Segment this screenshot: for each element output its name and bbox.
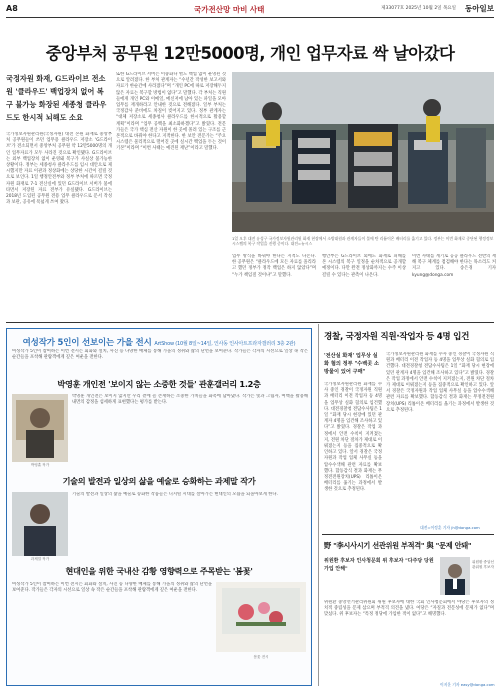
column-divider xyxy=(318,324,319,686)
artist-2-photo-image xyxy=(12,492,68,556)
masthead: 동아일보 xyxy=(465,4,494,13)
section-divider xyxy=(6,322,494,323)
exhibition-title-text: 여성작가 5인이 선보이는 가을 전시 xyxy=(22,338,152,348)
exhibition-3-caption: 봄꽃 전시 xyxy=(253,655,269,659)
page-header xyxy=(6,4,494,18)
police-article-byline: 대전=이정훈 기자 jh@donga.com xyxy=(420,525,480,530)
exhibition-article-3-text: 여성작가 5인이 참여하는 이번 전시는 회화와 설치, 사진 등 다양한 매체를 통해 가을의 정취와 삶의 단면을 보여준다. 작가들은 각자의 시선으로 일상 속 작은 순간들을 포착해 관람객에게 깊은 여운을 전한다. xyxy=(12,582,212,594)
exhibition-intro-text: 여성작가 5인이 참여하는 이번 전시는 회화와 설치, 사진 등 다양한 매체를 통해 가을의 정취와 삶의 단면을 보여준다. 작가들은 각자의 시선으로 일상 속 작은 순간들을 포착해 관람객에게 깊은 여운을 전한다. xyxy=(12,349,308,361)
nominee-portrait-image xyxy=(440,557,470,595)
hearing-article-subhead: 위원환 후보자 인사청문회 위 후보자 "다주당 당원 가입 안해" xyxy=(324,558,434,572)
right-section-divider xyxy=(322,534,494,535)
exhibition-title-small: ArtShow (10월 8일~14일, 인사동 인사아트프라자갤러리 3층 2관) xyxy=(154,341,296,347)
exhibition-3-photo-image xyxy=(216,582,306,652)
exhibition-article-3-headline: 현대인을 위한 국내산 감황 영향력으로 주목받는 '봄꽃' xyxy=(65,566,253,576)
artist-2-photo xyxy=(12,492,68,556)
artist-2-caption: 과제말 작가 xyxy=(30,557,50,561)
nominee-caption: 위원환 중앙선관위원 후보자 xyxy=(472,560,494,569)
artist-1-caption: 박영훈 작가 xyxy=(30,463,50,467)
exhibition-article-1-headline: 박영훈 개인전 '보이지 않는 소중한 것들' 관훈갤러리 1.2층 xyxy=(57,379,261,389)
article-text-col-d: 행안부는 G드라이브 외에도 화재로 피해를 본 시스템의 복구 일정을 순차적으로 공개할 예정이다. 다만 완전 정상화까지는 수주 이상 걸릴 수 있다는 관측이 나온다. xyxy=(322,254,406,278)
main-subhead: 국정자원 화재, G드라이브 전소 원 '클라우드' 백업장치 없어 복구 불가능 화장된 세종청 클라우드도 한시적 뇌해도 소요 xyxy=(6,74,107,122)
page-number: A8 xyxy=(6,4,18,13)
hearing-article-text: 위원환 중앙선거관리위원회 위원 후보자에 대한 국회 인사청문회에서 야당은 후보자의 정치적 중립성을 문제 삼으며 부적격 의견을 냈다. 여당은 “자질과 전문성에 문제가 없다”며 맞섰다. 위 후보자는 “특정 정당에 가입한 적이 없다”고 해명했다. xyxy=(324,600,494,618)
police-article-text: 국가정보자원관리원 화재를 수사 중인 경찰이 국정자원 직원과 배터리 이전 작업자 등 4명을 업무상 실화 혐의로 입건했다. 대전경찰청 전담수사팀은 1일 “화재 당시 현장에 있던 관계자 4명을 입건해 조사하고 있다”고 밝혔다. 경찰은 작업 과정에서 안전 수칙이 지켜졌는지, 전원 차단 절차가 제대로 이뤄졌는지 등을 집중적으로 확인하고 있다. 앞서 경찰은 국정자원과 작업 업체 사무실 등을 압수수색해 관련 자료를 확보했다. 합동감식 결과 화재는 무정전전원장치(UPS) 리튬이온 배터리를 옮기는 과정에서 발생한 것으로 추정된다. xyxy=(386,352,494,413)
police-article-headline: 경찰, 국정자원 직원·작업자 등 4명 입건 xyxy=(324,332,470,342)
article-text-col-e: 이번 사태를 계기로 공공 클라우드 전반의 재해 복구 체계를 점검해야 한다는 목소리도 커지고 있다. 송은경 기자 kyung@donga.com xyxy=(412,254,496,278)
hearing-article-headline: 野 "李시사시기 선관위원 부적격" 與 "문제 안돼" xyxy=(324,541,472,550)
fire-site-photo xyxy=(232,72,494,232)
police-article-text-left: 국가정보자원관리원 화재를 수사 중인 경찰이 국정자원 직원과 배터리 이전 작업자 등 4명을 업무상 실화 혐의로 입건했다. 대전경찰청 전담수사팀은 1일 “화재 당시 현장에 있던 관계자 4명을 입건해 조사하고 있다”고 밝혔다. 경찰은 작업 과정에서 안전 수칙이 지켜졌는지, 전원 차단 절차가 제대로 이뤄졌는지 등을 집중적으로 확인하고 있다. 앞서 경찰은 국정자원과 작업 업체 사무실 등을 압수수색해 관련 자료를 확보했다. 합동감식 결과 화재는 무정전전원장치(UPS) 리튬이온 배터리를 옮기는 과정에서 발생한 것으로 추정된다. xyxy=(324,382,382,493)
article-text-col-a: 국가정보자원관리원(국정자원) 대전 본원 화재로 중앙부처 공무원들이 쓰던 업무용 클라우드 저장소 'G드라이브'가 전소되면서 중앙부처 공무원 약 12만5000명의 개인 업무자료가 모두 사라진 것으로 확인됐다. G드라이브는 외부 백업장치 없이 운영돼 복구가 사실상 불가능한 상황이다. 정부는 세종청사 클라우드를 임시 대안으로 제시했지만 자료 이관과 정상화에는 상당한 시간이 걸릴 것으로 보인다. 1일 행정안전부와 정부 부처에 따르면 국정자원 화재로 7-1 전산실에 있던 G드라이브 서버가 불에 타면서 저장된 자료 전부가 유실됐다. G드라이브는 2018년 도입된 공무원 전용 업무 클라우드로 문서 작성과 보관, 공유에 폭넓게 쓰여 왔다. xyxy=(6,132,112,206)
main-headline: 중앙부처 공무원 12만5000명, 개인 업무자료 싹 날아갔다 xyxy=(45,44,455,63)
article-text-col-c: 업무 방식을 바꿔야 한다는 지적도 나온다. 한 공무원은 “클라우드에 모든 자료를 올리라고 했던 정부가 정작 백업은 하지 않았다”며 “누가 책임질 것이냐”고 말했다. xyxy=(232,254,316,278)
hearing-article-byline: 이지운 기자 easy@donga.com xyxy=(440,682,495,687)
police-article-subhead: '전산실 화재' 업무상 실화 혐의 정부 "수백곳 소방물이 있어 구매" xyxy=(324,353,380,375)
article-text-col-b: 또한 G드라이브 서버는 이중화나 별도 백업 없이 운영된 것으로 알려졌다. 한 부처 관계자는 “수년간 작성한 보고서와 자료가 한순간에 사라졌다”며 “개인 PC에 따로 저장해두지 않은 자료는 복구할 방법이 없다”고 말했다. 각 부처는 직원들에게 개인 PC와 이메일, 메신저에 남아 있는 파일을 모아 업무를 재개하라고 안내한 것으로 전해졌다. 일부 부처는 국정감사 준비에도 차질이 빚어지고 있다. 정부 관계자는 “대체 저장소로 세종청사 클라우드를 한시적으로 활용할 계획”이라며 “업무 공백을 최소화하겠다”고 밝혔다. 전문가들은 국가 핵심 전산 자원이 한 곳에 몰려 있는 구조를 근본적으로 바꿔야 한다고 지적한다. 한 보안 전문가는 “주요 시스템은 물리적으로 떨어진 곳에 실시간 백업을 두는 것이 기본”이라며 “이번 사태는 예견된 재난”이라고 말했다. xyxy=(116,72,226,152)
photo-caption: 1일 오후 대전 유성구 국가정보자원관리원 화재 현장에서 소방대원과 관계자들이 불에 탄 리튬이온 배터리를 옮기고 있다. 정부는 이번 화재로 중단된 행정정보시스템의 복구 작업을 진행 중이다. 대전=뉴시스 xyxy=(232,236,494,246)
exhibition-article-1-text: 박영훈 개인전은 보이지 않지만 우리 곁에 늘 존재하는 소중한 가치들을 화폭에 담아냈다. 작가는 빛과 그림자, 여백을 활용해 내면의 감정을 섬세하게 표현했다는 평가를 받는다. xyxy=(72,394,308,406)
exhibition-article-2-text: 기술의 발전과 일상의 삶을 예술로 승화한 작품들은 디지털 시대를 살아가는 현대인의 모습을 되돌아보게 한다. xyxy=(72,492,278,497)
artist-1-photo-image xyxy=(12,394,68,462)
fire-site-photo-image xyxy=(232,72,494,232)
exhibition-box-title xyxy=(10,336,308,348)
section-label: 국가전산망 마비 사태 xyxy=(194,5,265,14)
exhibition-article-2-headline: 기술의 발전과 일상의 삶을 예술로 승화하는 과제말 작가 xyxy=(62,476,256,486)
issue-info: 제33077호 2025년 10월 2일 목요일 xyxy=(381,6,456,11)
nominee-portrait xyxy=(440,557,470,595)
exhibition-3-photo xyxy=(216,582,306,652)
artist-1-photo xyxy=(12,394,68,462)
